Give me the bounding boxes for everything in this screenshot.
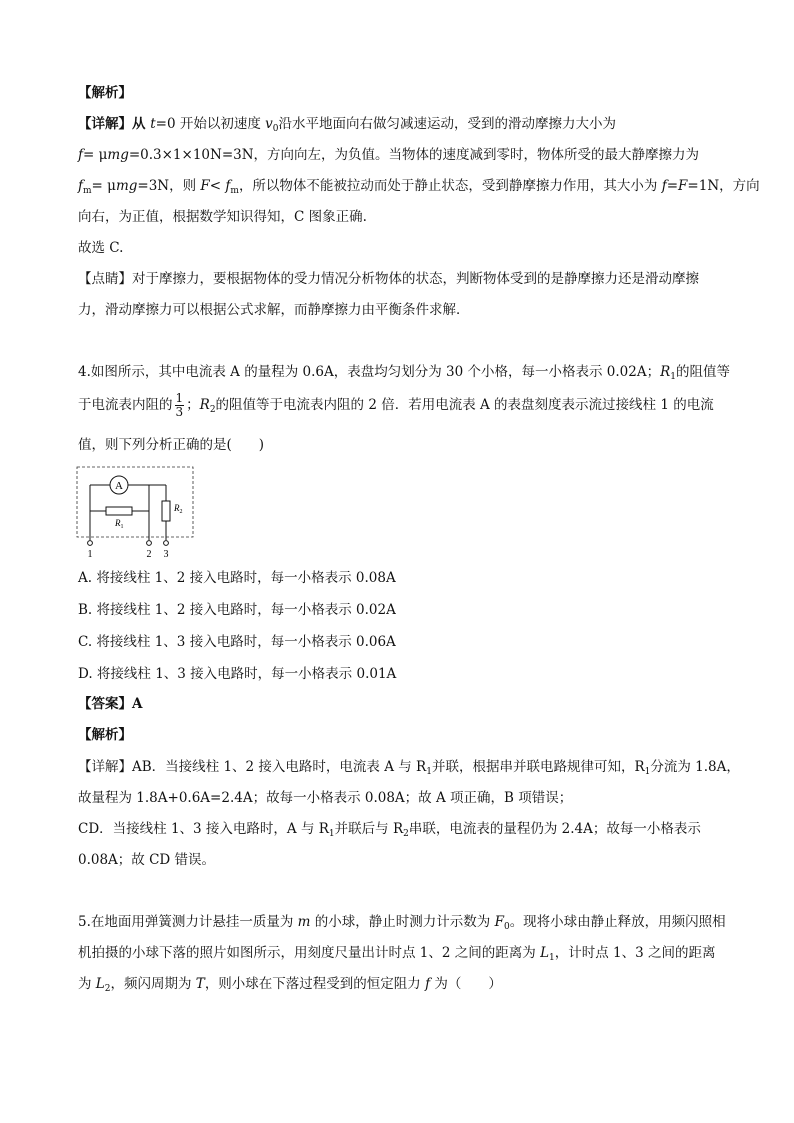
q4-stem-line-1: 4.如图所示，其中电流表 A 的量程为 0.6A，表盘均匀划分为 30 个小格，每一小格表示 0.02A；$R_1$的阻值等 xyxy=(78,364,730,382)
q4-analysis-heading: 【解析】 xyxy=(78,727,132,743)
q4-stem-line-3: 值，则下列分析正确的是( ) xyxy=(78,437,265,453)
terminal-1 xyxy=(88,541,93,546)
q4-detail-line-4: 0.08A；故 CD 错误。 xyxy=(78,852,216,868)
r1-resistor xyxy=(106,507,132,515)
q4-stem-line-2: 于电流表内阻的 $\frac{1}{3}$ ；$R_2$的阻值等于电流表内阻的 2 倍．若用电流表 A 的表盘刻度表示流过接线柱 1 的电流 xyxy=(78,391,714,419)
option-b: B. 将接线柱 1、2 接入电路时，每一小格表示 0.02A xyxy=(78,602,396,618)
terminal-2 xyxy=(147,541,152,546)
r1-label: $R_1$ xyxy=(115,518,124,530)
q5-stem-line-3: 为 $L_2$，频闪周期为 T，则小球在下落过程受到的恒定阻力 f 为（ ） xyxy=(78,976,502,994)
terminal-2-label: 2 xyxy=(146,549,152,560)
fraction-one-third: $\frac{1}{3}$ xyxy=(175,391,184,419)
q4-detail-line-1: 【详解】AB．当接线柱 1、2 接入电路时，电流表 A 与 $R_1$并联，根据串并联电路规律可知，$R_1$分流为 1.8A， xyxy=(78,759,740,777)
ammeter-label: A xyxy=(115,480,123,492)
option-d: D. 将接线柱 1、3 接入电路时，每一小格表示 0.01A xyxy=(78,666,397,682)
circuit-diagram xyxy=(76,466,200,560)
terminal-3-label: 3 xyxy=(163,549,169,560)
choice-line: 故选 C. xyxy=(78,240,124,256)
detail-line-1: 【详解】从 t=0 开始以初速度 $v_0$沿水平地面向右做匀减速运动，受到的滑动摩擦力大小为 xyxy=(78,116,616,134)
terminal-1-label: 1 xyxy=(87,549,93,560)
comment-line-1: 【点睛】对于摩擦力，要根据物体的受力情况分析物体的状态，判断物体受到的是静摩擦力还是滑动摩擦 xyxy=(78,271,699,287)
q5-stem-line-2: 机拍摄的小球下落的照片如图所示，用刻度尺量出计时点 1、2 之间的距离为 $L_1$，计时点 1、3 之间的距离 xyxy=(78,945,716,963)
option-a: A. 将接线柱 1、2 接入电路时，每一小格表示 0.08A xyxy=(78,570,396,586)
analysis-heading: 【解析】 xyxy=(78,85,132,101)
option-c: C. 将接线柱 1、3 接入电路时，每一小格表示 0.06A xyxy=(78,634,396,650)
detail-line-4: 向右，为正值，根据数学知识得知，C 图象正确. xyxy=(78,209,367,225)
comment-line-2: 力，滑动摩擦力可以根据公式求解，而静摩擦力由平衡条件求解． xyxy=(78,302,470,318)
circuit-dashed-border xyxy=(77,467,193,537)
detail-line-3: $f_m= \mu mg=3N$，则 $F< f_m$，所以物体不能被拉动而处于静止状态，受到静摩擦力作用，其大小为 f=F=1N，方向 xyxy=(78,178,760,196)
q4-detail-line-3: CD．当接线柱 1、3 接入电路时，A 与 $R_1$并联后与 $R_2$串联，电流表的量程仍为 2.4A；故每一小格表示 xyxy=(78,821,701,839)
q4-answer: 【答案】A xyxy=(78,696,143,712)
r2-resistor xyxy=(162,501,170,521)
detail-line-2: f= μmg=0.3×1×10N=3N，方向向左，为负值。当物体的速度减到零时，物体所受的最大静摩擦力为 xyxy=(78,147,700,163)
terminal-3 xyxy=(164,541,169,546)
q4-detail-line-2: 故量程为 1.8A+0.6A=2.4A；故每一小格表示 0.08A；故 A 项正确，B 项错误； xyxy=(78,790,573,806)
q5-stem-line-1: 5.在地面用弹簧测力计悬挂一质量为 m 的小球，静止时测力计示数为 $F_0$。现将小球由静止释放，用频闪照相 xyxy=(78,914,726,932)
r2-label: $R_2$ xyxy=(174,503,183,515)
